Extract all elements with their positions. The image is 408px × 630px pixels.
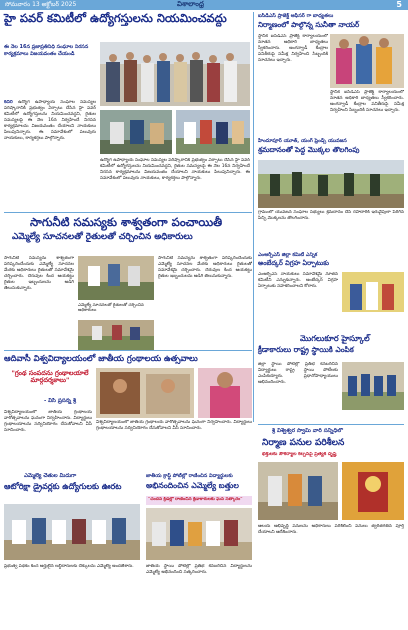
story9-headline: అభినందించిన ఎమ్మెల్యే బత్తుల [146,481,239,490]
story2-body-cont: స్థానిక ఐసిడిఎస్ ప్రాజెక్ట్ కార్యాలయంలో నూతన అధికారి బాధ్యతలు స్వీకరించారు. అంగన్వాడీ కేంద్రాల పనితీరుపై సమీక్ష నిర్వహించి సిబ్బందికి సూచనలు ఇచ్చారు. [330,90,404,113]
story1-photo-3 [176,110,250,154]
section-rule-1 [4,212,252,213]
story8-kicker: ఎమ్మెల్యే చేతుల మీదుగా [24,473,77,479]
story1-text: ఉద్యోగ ఉపాధ్యాయ సంఘాల సమస్యల పరిష్కారానికి ప్రభుత్వం ఏర్పాటు చేసిన హై పవర్ కమిటీలో ఉద్యోగస్తులను నియమించవద్దని, రైతుల సమస్యలపై ఈ నెల 16న నిర్వహించే నిరసన కార్యక్రమాలను విజయవంతం చేయాలని నాయకులు పిలుపునిచ్చారు. ఈ సమావేశంలో పలువురు నాయకులు, కార్యకర్తలు పాల్గొన్నారు. [4,100,96,142]
story10-body: ఆలయ అభివృద్ధి పనులను అధికారులు పరిశీలించి పనులు త్వరితగతిన పూర్తి చేయాలని ఆదేశించారు. [258,524,404,535]
story1-photo [100,42,250,106]
story4-photo-2 [78,320,154,350]
story9-body: జాతీయ స్థాయి పోటీల్లో ప్రతిభ కనబరిచిన విద్యార్థులను ఎమ్మెల్యే అభినందించి సత్కరించారు. [146,564,252,575]
story10-headline: నిర్మాణ పనుల పరిశీలన [262,438,345,448]
story4-body-2: సాగునీటి సమస్యను శాశ్వతంగా పరిష్కరించేందుకు ఎమ్మెల్యే సూచనల మేరకు అధికారులు రైతులతో సమావేశమై చర్చించారు. చెరువుల కింద ఆయకట్టు రైతుల ఇబ్బందులను అడిగి తెలుసుకున్నారు. [158,256,252,279]
story7-body-2: విశ్వవిద్యాలయంలో జాతీయ గ్రంథాలయ వారోత్సవాలను ఘనంగా నిర్వహించారు. విద్యార్థులు గ్రంథాలయాలను సద్వినియోగం చేసుకోవాలని వీసీ సూచించారు. [96,420,252,431]
story5-kicker: ఎంఆర్పీఎస్ జిల్లా కమిటీ ఎన్నిక [258,252,318,258]
story1-intro: ఈ నెల 16న ప్రజాప్రతినిధి సంఘాల నిరసన కార్యక్రమాలు విజయవంతం చేయండి [4,44,89,57]
story4-photo-caption: ఎమ్మెల్యే సూచనలతో రైతులతో చర్చించిన అధికారులు [78,302,144,313]
story3-headline: శ్రమదానంతో పెద్ద మొక్కల తొలగింపు [258,145,360,154]
story2-body: స్థానిక ఐసిడిఎస్ ప్రాజెక్ట్ కార్యాలయంలో నూతన అధికారి బాధ్యతలు స్వీకరించారు. అంగన్వాడీ కేంద్రాల పనితీరుపై సమీక్ష నిర్వహించి సిబ్బందికి సూచనలు ఇచ్చారు. [258,34,328,63]
masthead [0,0,408,10]
story8-headline: ఆటోరిక్షా డ్రైవర్లకు ఉద్యోగులకు ఊరట [4,482,122,491]
story4-headline-2: ఎమ్మెల్యే సూచనలతో రైతులతో చర్చించిన అధికారులు [12,232,193,242]
story1-body [4,100,96,208]
story7-body: విశ్వవిద్యాలయంలో జాతీయ గ్రంథాలయ వారోత్సవాలను ఘనంగా నిర్వహించారు. విద్యార్థులు గ్రంథాలయాలను సద్వినియోగం చేసుకోవాలని వీసీ సూచించారు. [4,410,92,433]
story6-headline-2: క్రీడాకారులు రాష్ట్ర స్థాయికి ఎంపిక [258,345,354,354]
story7-quote-by: - వీసీ ప్రసన్న శ్రీ [43,398,77,404]
story6-headline: మొగలుకూర హైస్కూల్ [300,334,370,343]
story9-photo [146,508,252,560]
story7-photo-2 [198,368,252,418]
story4-body: సాగునీటి సమస్యను శాశ్వతంగా పరిష్కరించేందుకు ఎమ్మెల్యే సూచనల మేరకు అధికారులు రైతులతో సమావేశమై చర్చించారు. చెరువుల కింద ఆయకట్టు రైతుల ఇబ్బందులను అడిగి తెలుసుకున్నారు. [4,256,74,291]
story5-body: ఎంఆర్పీఎస్ నాయకులు సమావేశమై నూతన కమిటీని ఎన్నుకున్నారు. అంబేద్కర్ విగ్రహ ఏర్పాటుకు సహకరించాలని కోరారు. [258,272,338,289]
story5-photo [342,272,404,312]
story8-body: ప్రభుత్వ పథకం కింద అర్హులైన లబ్ధిదారులకు చెక్కులను ఎమ్మెల్యే అందజేశారు. [4,564,134,569]
paper-name: విశాలాంధ్ర [177,0,204,8]
section-rule-3 [258,424,404,425]
section-rule-2 [4,350,252,351]
story2-photo [330,34,404,88]
story7-headline: ఆదివాసీ విశ్వవిద్యాలయంలో జాతీయ గ్రంథాలయ ఉత్సవాలు [4,353,198,363]
story4-photo [78,256,154,300]
story3-kicker: హిందూపూర్ యూత్, యంగ్ ఫ్రెండ్స్ యువజన [258,138,347,144]
story1-dateline: కదిరి [4,100,13,105]
story10-sub: భక్తులకు సౌకర్యాల కల్పనపై ప్రత్యేక దృష్టి [262,452,337,457]
story10-photo-2 [342,462,404,520]
story6-photo [342,362,404,410]
story8-photo [4,504,140,560]
story5-headline: అంబేద్కర్ విగ్రహ ఏర్పాటుకు [258,259,329,267]
story9-kicker: జాతీయ క్రాఫ్ట్ పోటీల్లో రాణించిన విద్యార్థులకు [146,473,233,479]
story9-sub: "చందన క్రీడల్లో రాణించిన క్రీడాకారులకు ఘన సత్కారం" [148,497,243,502]
story3-body: గ్రామంలో యువజన సంఘాల సభ్యులు శ్రమదానం చేసి రహదారికి ఇరువైపులా పెరిగిన పిచ్చి మొక్కలను తొలగించారు. [258,210,404,221]
story7-quote: "గ్రంథ సంపదను గ్రంథాలయాలే మార్గదర్శకాలు" [11,369,89,385]
story2-headline: నిర్మాణంలో పాల్గొన్న సునీతా నాయర్ [258,20,360,29]
column-divider [253,12,254,422]
story1-body-cont: ఉద్యోగ ఉపాధ్యాయ సంఘాల సమస్యల పరిష్కారానికి ప్రభుత్వం ఏర్పాటు చేసిన హై పవర్ కమిటీలో ఉద్యోగస్తులను నియమించవద్దని, రైతుల సమస్యలపై ఈ నెల 16న నిర్వహించే నిరసన కార్యక్రమాలను విజయవంతం చేయాలని నాయకులు పిలుపునిచ్చారు. ఈ సమావేశంలో పలువురు నాయకులు, కార్యకర్తలు పాల్గొన్నారు. [100,158,250,181]
story10-photo [258,462,338,520]
story4-headline: సాగునీటి సమస్యకు శాశ్వతంగా పంచాయితీ [30,215,223,229]
issue-date: సోమవారం 13 అక్టోబర్ 2025 [5,1,77,8]
story2-kicker: ఐసిడిఎస్ ప్రాజెక్ట్ ఆఫీసర్ గా బాధ్యతలు [258,13,334,19]
story3-photo [258,160,404,208]
story6-body: జిల్లా స్థాయి పోటీల్లో ప్రతిభ కనబరిచిన విద్యార్థులు రాష్ట్ర స్థాయి పోటీలకు ఎంపికయ్యారు. ప్రధానోపాధ్యాయులు అభినందించారు. [258,362,338,385]
story1-headline: హై పవర్ కమిటీలో ఉద్యోగస్తులను నియమించవద్దు [4,11,227,25]
story1-photo-2 [100,110,172,154]
story7-photo [96,368,194,418]
story10-kicker: శ్రీ విశ్వేశ్వర స్వామి వారి సన్నిధిలో [272,428,343,434]
page-number: 5 [396,0,402,9]
